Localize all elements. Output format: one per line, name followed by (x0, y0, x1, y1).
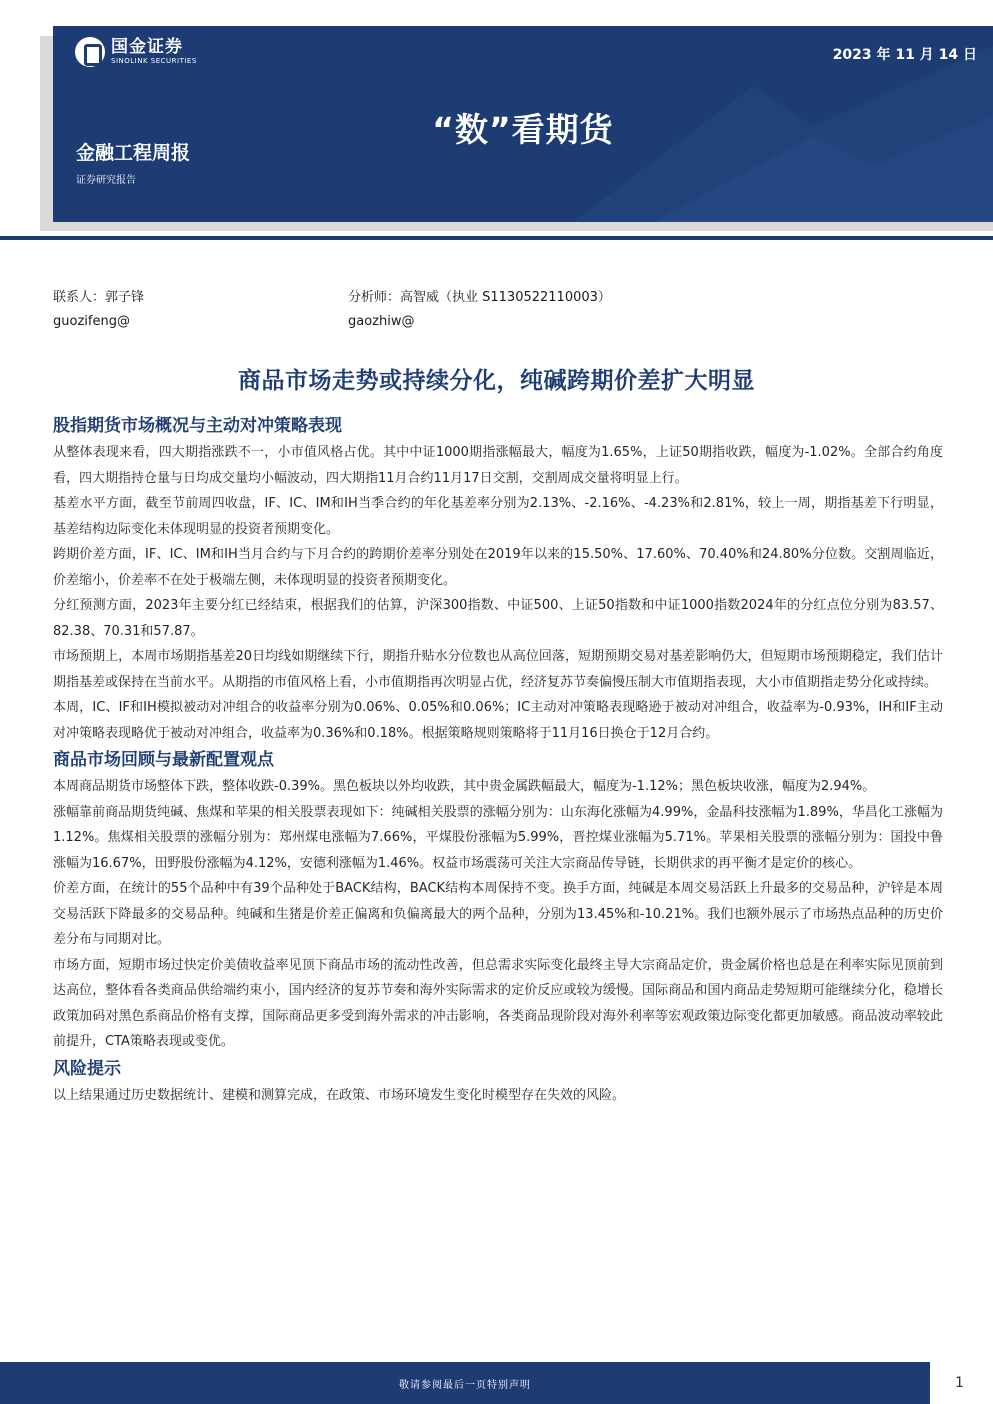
report-type: 金融工程周报 (76, 142, 191, 164)
company-logo (75, 37, 197, 67)
page-number: 1 (955, 1375, 964, 1391)
report-title: “数”看期货 (432, 110, 614, 149)
section-title-risk: 风险提示 (53, 1058, 121, 1079)
contact-email[interactable]: guozifeng@ (53, 314, 130, 329)
paragraph: 价差方面，在统计的55个品种中有39个品种处于BACK结构，BACK结构本周保持不变。换手方面，纯碱是本周交易活跃上升最多的交易品种，沪锌是本周交易活跃下降最多的交易品种。纯碱和生猪是价差正偏离和负偏离最大的两个品种，分别为13.45%和-10.21%。我们也额外展示了市场热点品种的历史价差分布与同期对比。 (53, 881, 943, 947)
paragraph: 涨幅靠前商品期货纯碱、焦煤和苹果的相关股票表现如下：纯碱相关股票的涨幅分别为：山东海化涨幅为4.99%，金晶科技涨幅为1.89%，华昌化工涨幅为1.12%。焦煤相关股票的涨幅分别为：郑州煤电涨幅为7.66%，平煤股份涨幅为5.99%，晋控煤业涨幅为5.71%。苹果相关股票的涨幅分别为：国投中鲁涨幅为16.67%，田野股份涨幅为4.12%，安德利涨幅为1.46%。权益市场震荡可关注大宗商品传导链，长期供求的再平衡才是定价的核心。 (53, 804, 943, 871)
logo-chinese-name: 国金证券 (111, 37, 183, 57)
header-rule (0, 236, 993, 240)
logo-mark-icon (75, 37, 105, 67)
paragraph: 基差水平方面，截至节前周四收盘，IF、IC、IM和IH当季合约的年化基差率分别为2.13%、-2.16%、-4.23%和2.81%，较上一周，期指基差下行明显，基差结构边际变化未体现明显的投资者预期变化。 (53, 496, 943, 537)
paragraph: 本周，IC、IF和IH模拟被动对冲组合的收益率分别为0.06%、0.05%和0.06%；IC主动对冲策略表现略逊于被动对冲组合，收益率为-0.93%，IH和IF主动对冲策略表现略优于被动对冲组合，收益率为0.36%和0.18%。根据策略规则策略将于11月16日换仓于12月合约。 (53, 700, 943, 741)
header-banner (53, 26, 993, 222)
report-body (53, 412, 943, 1108)
paragraph: 跨期价差方面，IF、IC、IM和IH当月合约与下月合约的跨期价差率分别处在2019年以来的15.50%、17.60%、70.40%和24.80%分位数。交割周临近，价差缩小，价差率不在处于极端左侧，未体现明显的投资者预期变化。 (53, 547, 943, 588)
footer-disclaimer-note: 敬请参阅最后一页特别声明 (399, 1380, 531, 1391)
paragraph: 以上结果通过历史数据统计、建模和测算完成，在政策、市场环境发生变化时模型存在失效的风险。 (53, 1087, 626, 1103)
report-date: 2023 年 11 月 14 日 (832, 47, 977, 63)
paragraph: 分红预测方面，2023年主要分红已经结束，根据我们的估算，沪深300指数、中证500、上证50指数和中证1000指数2024年的分红点位分别为83.57、82.38、70.31和57.87。 (53, 598, 943, 639)
paragraph: 从整体表现来看，四大期指涨跌不一，小市值风格占优。其中中证1000期指涨幅最大，幅度为1.65%，上证50期指收跌，幅度为-1.02%。全部合约角度看，四大期指持仓量与日均成交量均小幅波动，四大期指11月合约11月17日交割，交割周成交量将明显上行。 (53, 445, 943, 486)
report-headline: 商品市场走势或持续分化，纯碱跨期价差扩大明显 (238, 368, 755, 394)
analyst-email[interactable]: gaozhiw@ (348, 314, 415, 329)
paragraph: 市场预期上，本周市场期指基差20日均线如期继续下行，期指升贴水分位数也从高位回落，短期预期交易对基差影响仍大，但短期市场预期稳定，我们估计期指基差或保持在当前水平。从期指的市值风格上看，小市值期指再次明显占优，经济复苏节奏偏慢压制大市值期指表现，大小市值期指走势分化或持续。 (53, 649, 943, 690)
report-subtitle: 证券研究报告 (76, 175, 136, 186)
contact-person: 联系人：郭子锋 (53, 290, 145, 305)
section-title-commodities: 商品市场回顾与最新配置观点 (53, 750, 274, 770)
paragraph: 市场方面，短期市场过快定价美债收益率见顶下商品市场的流动性改善，但总需求实际变化最终主导大宗商品定价，贵金属价格也总是在利率实际见顶前到达高位，整体看各类商品供给端约束小，国内经济的复苏节奏和海外实际需求的定价反应或较为缓慢。国际商品和国内商品走势短期可能继续分化，稳增长政策加码对黑色系商品价格有支撑，国际商品更多受到海外需求的冲击影响，各类商品现阶段对海外利率等宏观政策边际变化都更加敏感。商品波动率较此前提升，CTA策略表现或变优。 (53, 957, 943, 1049)
section-title-futures: 股指期货市场概况与主动对冲策略表现 (53, 416, 342, 436)
analyst-name: 分析师：高智威（执业 S1130522110003） (348, 290, 611, 305)
paragraph: 本周商品期货市场整体下跌，整体收跌-0.39%。黑色板块以外均收跌，其中贵金属跌幅最大，幅度为-1.12%；黑色板块收涨，幅度为2.94%。 (53, 779, 876, 794)
logo-english-name: SINOLINK SECURITIES (111, 57, 197, 65)
